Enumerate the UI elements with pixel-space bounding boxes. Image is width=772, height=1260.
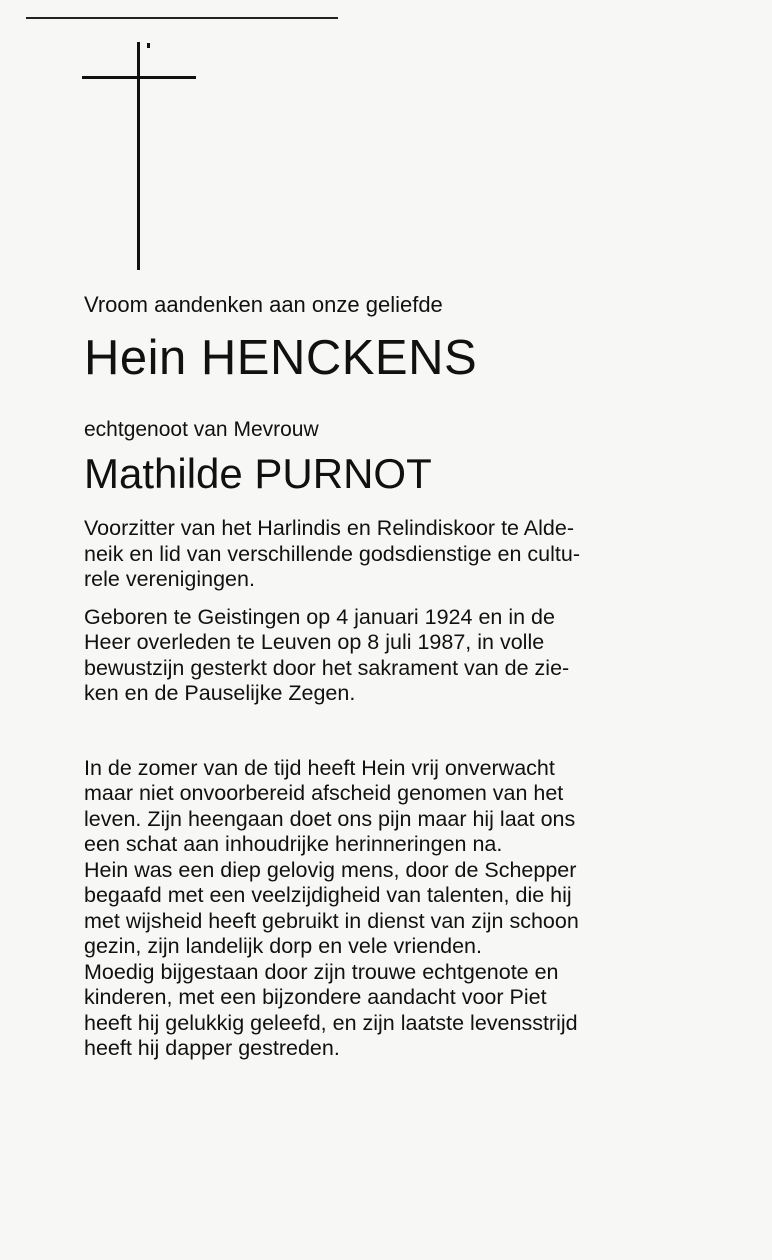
birth-line: Geboren te Geistingen op 4 januari 1924 en in de: [84, 604, 555, 629]
tribute-line: leven. Zijn heengaan doet ons pijn maar hij laat ons: [84, 806, 576, 831]
tribute-line: begaafd met een veelzijdigheid van talenten, die hij: [84, 883, 572, 907]
cross-horizontal-bar: [82, 76, 196, 79]
birth-death-paragraph: [84, 605, 724, 707]
tribute-line: een schat aan inhoudrijke herinneringen na.: [84, 832, 503, 856]
tribute-line: met wijsheid heeft gebruikt in dienst van zijn schoon: [84, 908, 579, 933]
deceased-name: Hein HENCKENS: [84, 331, 478, 385]
birth-line: ken en de Pauselijke Zegen.: [84, 681, 356, 705]
tribute-line: Moedig bijgestaan door zijn trouwe echtgenote en: [84, 959, 559, 984]
spouse-label: echtgenoot van Mevrouw: [84, 418, 319, 441]
tribute-line: heeft hij dapper gestreden.: [84, 1036, 340, 1060]
tribute-line: heeft hij gelukkig geleefd, en zijn laatste levensstrijd: [84, 1010, 578, 1035]
role-line: neik en lid van verschillende godsdienstige en cultu-: [84, 541, 581, 566]
tribute-line: In de zomer van de tijd heeft Hein vrij onverwacht: [84, 755, 555, 780]
intro-line: Vroom aandenken aan onze geliefde: [84, 292, 443, 317]
top-divider-line: [26, 17, 338, 19]
role-line: rele verenigingen.: [84, 567, 255, 591]
spouse-name: Mathilde PURNOT: [84, 450, 432, 497]
memorial-card-text: [84, 290, 724, 1062]
role-line: Voorzitter van het Harlindis en Relindiskoor te Alde-: [84, 516, 574, 540]
birth-line: Heer overleden te Leuven op 8 juli 1987, in volle: [84, 630, 545, 654]
birth-line: bewustzijn gesterkt door het sakrament van de zie-: [84, 655, 570, 680]
tribute-line: gezin, zijn landelijk dorp en vele vrienden.: [84, 934, 482, 958]
tribute-paragraph: [84, 756, 724, 1062]
tribute-line: Hein was een diep gelovig mens, door de Schepper: [84, 857, 577, 882]
cross-mark: [147, 43, 150, 48]
tribute-line: maar niet onvoorbereid afscheid genomen van het: [84, 781, 564, 805]
role-paragraph: [84, 516, 724, 593]
tribute-line: kinderen, met een bijzondere aandacht voor Piet: [84, 985, 547, 1009]
